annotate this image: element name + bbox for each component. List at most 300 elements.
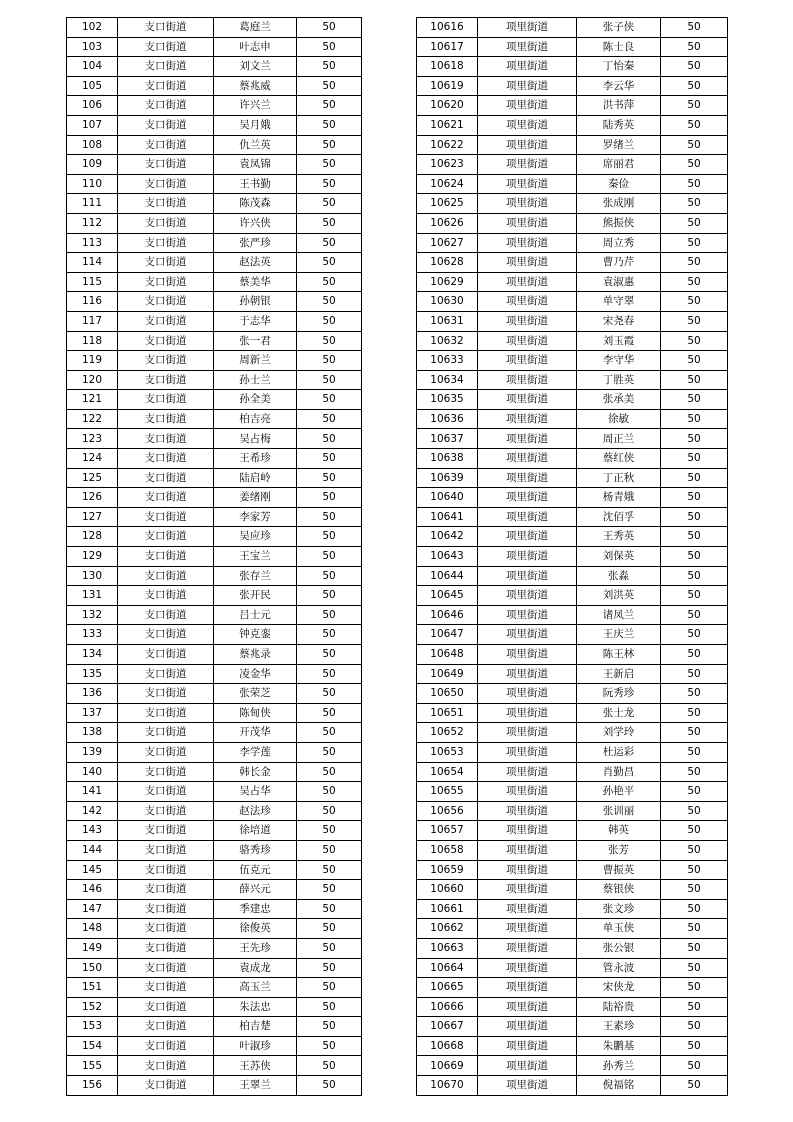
amount-cell: 50 (661, 840, 728, 860)
table-row (417, 821, 728, 841)
row-number-cell: 103 (67, 37, 118, 57)
row-number-cell: 149 (67, 938, 118, 958)
table-row (417, 311, 728, 331)
row-number-cell: 150 (67, 958, 118, 978)
street-name-cell: 项里街道 (478, 449, 577, 469)
amount-cell: 50 (661, 96, 728, 116)
person-name-cell: 蔡银侠 (577, 880, 661, 900)
person-name-cell: 王庆兰 (577, 625, 661, 645)
table-row (417, 135, 728, 155)
amount-cell: 50 (297, 978, 362, 998)
row-number-cell: 129 (67, 547, 118, 567)
street-name-cell: 项里街道 (478, 253, 577, 273)
amount-cell: 50 (661, 821, 728, 841)
person-name-cell: 秦俭 (577, 174, 661, 194)
table-row (67, 96, 362, 116)
amount-cell: 50 (297, 919, 362, 939)
person-name-cell: 徐俊英 (214, 919, 297, 939)
amount-cell: 50 (297, 233, 362, 253)
amount-cell: 50 (297, 527, 362, 547)
row-number-cell: 10621 (417, 115, 478, 135)
street-name-cell: 支口街道 (118, 899, 214, 919)
street-name-cell: 项里街道 (478, 605, 577, 625)
amount-cell: 50 (661, 390, 728, 410)
person-name-cell: 张淼 (577, 566, 661, 586)
table-row (67, 213, 362, 233)
row-number-cell: 10635 (417, 390, 478, 410)
street-name-cell: 项里街道 (478, 938, 577, 958)
row-number-cell: 10660 (417, 880, 478, 900)
table-row (67, 782, 362, 802)
street-name-cell: 支口街道 (118, 331, 214, 351)
row-number-cell: 119 (67, 351, 118, 371)
amount-cell: 50 (661, 1076, 728, 1096)
amount-cell: 50 (297, 76, 362, 96)
street-name-cell: 项里街道 (478, 997, 577, 1017)
table-row (417, 938, 728, 958)
person-name-cell: 张公银 (577, 938, 661, 958)
amount-cell: 50 (297, 331, 362, 351)
row-number-cell: 112 (67, 213, 118, 233)
amount-cell: 50 (297, 18, 362, 38)
amount-cell: 50 (297, 155, 362, 175)
row-number-cell: 107 (67, 115, 118, 135)
table-row (417, 272, 728, 292)
table-row (417, 703, 728, 723)
table-row (67, 155, 362, 175)
street-name-cell: 支口街道 (118, 723, 214, 743)
amount-cell: 50 (297, 782, 362, 802)
street-name-cell: 项里街道 (478, 880, 577, 900)
table-row (67, 351, 362, 371)
person-name-cell: 杜运彩 (577, 742, 661, 762)
street-name-cell: 支口街道 (118, 1056, 214, 1076)
person-name-cell: 罗绪兰 (577, 135, 661, 155)
table-row (417, 1036, 728, 1056)
amount-cell: 50 (661, 605, 728, 625)
person-name-cell: 蔡兆威 (214, 76, 297, 96)
table-row (67, 233, 362, 253)
person-name-cell: 许兴兰 (214, 96, 297, 116)
person-name-cell: 凌金华 (214, 664, 297, 684)
row-number-cell: 143 (67, 821, 118, 841)
table-row (67, 115, 362, 135)
row-number-cell: 10633 (417, 351, 478, 371)
street-name-cell: 支口街道 (118, 605, 214, 625)
table-row (67, 449, 362, 469)
street-name-cell: 项里街道 (478, 488, 577, 508)
row-number-cell: 10627 (417, 233, 478, 253)
person-name-cell: 熊振侠 (577, 213, 661, 233)
row-number-cell: 134 (67, 645, 118, 665)
table-row (417, 684, 728, 704)
table-row (67, 507, 362, 527)
street-name-cell: 支口街道 (118, 174, 214, 194)
row-number-cell: 10654 (417, 762, 478, 782)
amount-cell: 50 (661, 213, 728, 233)
table-row (417, 429, 728, 449)
row-number-cell: 10655 (417, 782, 478, 802)
table-row (417, 958, 728, 978)
street-name-cell: 支口街道 (118, 684, 214, 704)
amount-cell: 50 (297, 586, 362, 606)
person-name-cell: 周正兰 (577, 429, 661, 449)
street-name-cell: 支口街道 (118, 1017, 214, 1037)
amount-cell: 50 (661, 233, 728, 253)
street-name-cell: 支口街道 (118, 115, 214, 135)
row-number-cell: 10631 (417, 311, 478, 331)
person-name-cell: 伍克元 (214, 860, 297, 880)
amount-cell: 50 (661, 625, 728, 645)
table-row (417, 253, 728, 273)
amount-cell: 50 (661, 742, 728, 762)
table-row (417, 390, 728, 410)
person-name-cell: 王翠兰 (214, 1076, 297, 1096)
street-name-cell: 支口街道 (118, 155, 214, 175)
amount-cell: 50 (661, 958, 728, 978)
amount-cell: 50 (297, 1056, 362, 1076)
street-name-cell: 支口街道 (118, 194, 214, 214)
street-name-cell: 项里街道 (478, 37, 577, 57)
table-row (67, 742, 362, 762)
person-name-cell: 李家芳 (214, 507, 297, 527)
person-name-cell: 孙朝银 (214, 292, 297, 312)
street-name-cell: 支口街道 (118, 880, 214, 900)
street-name-cell: 项里街道 (478, 18, 577, 38)
table-row (67, 645, 362, 665)
row-number-cell: 10622 (417, 135, 478, 155)
person-name-cell: 骆秀珍 (214, 840, 297, 860)
person-name-cell: 单玉侠 (577, 919, 661, 939)
amount-cell: 50 (297, 801, 362, 821)
table-row (417, 96, 728, 116)
street-name-cell: 项里街道 (478, 645, 577, 665)
table-row (67, 821, 362, 841)
amount-cell: 50 (297, 664, 362, 684)
row-number-cell: 147 (67, 899, 118, 919)
street-name-cell: 支口街道 (118, 488, 214, 508)
amount-cell: 50 (297, 174, 362, 194)
person-name-cell: 王希珍 (214, 449, 297, 469)
street-name-cell: 项里街道 (478, 429, 577, 449)
amount-cell: 50 (661, 860, 728, 880)
row-number-cell: 10662 (417, 919, 478, 939)
row-number-cell: 122 (67, 409, 118, 429)
street-name-cell: 项里街道 (478, 547, 577, 567)
table-row (67, 762, 362, 782)
person-name-cell: 张成刚 (577, 194, 661, 214)
table-row (67, 840, 362, 860)
street-name-cell: 支口街道 (118, 625, 214, 645)
person-name-cell: 韩英 (577, 821, 661, 841)
street-name-cell: 项里街道 (478, 566, 577, 586)
row-number-cell: 123 (67, 429, 118, 449)
row-number-cell: 124 (67, 449, 118, 469)
table-row (67, 253, 362, 273)
amount-cell: 50 (661, 292, 728, 312)
street-name-cell: 项里街道 (478, 115, 577, 135)
street-name-cell: 支口街道 (118, 840, 214, 860)
row-number-cell: 10642 (417, 527, 478, 547)
table-row (417, 1017, 728, 1037)
person-name-cell: 周立秀 (577, 233, 661, 253)
table-row (67, 899, 362, 919)
row-number-cell: 106 (67, 96, 118, 116)
table-row (67, 311, 362, 331)
row-number-cell: 148 (67, 919, 118, 939)
table-row (67, 586, 362, 606)
person-name-cell: 陆裕贵 (577, 997, 661, 1017)
table-row (67, 801, 362, 821)
street-name-cell: 项里街道 (478, 409, 577, 429)
table-row (67, 135, 362, 155)
row-number-cell: 118 (67, 331, 118, 351)
person-name-cell: 单守翠 (577, 292, 661, 312)
person-name-cell: 许兴侠 (214, 213, 297, 233)
table-row (417, 76, 728, 96)
row-number-cell: 10632 (417, 331, 478, 351)
table-row (67, 527, 362, 547)
amount-cell: 50 (297, 703, 362, 723)
row-number-cell: 10670 (417, 1076, 478, 1096)
table-row (417, 488, 728, 508)
person-name-cell: 刘洪英 (577, 586, 661, 606)
amount-cell: 50 (661, 527, 728, 547)
street-name-cell: 项里街道 (478, 1036, 577, 1056)
street-name-cell: 项里街道 (478, 194, 577, 214)
row-number-cell: 137 (67, 703, 118, 723)
row-number-cell: 10634 (417, 370, 478, 390)
person-name-cell: 肖勤昌 (577, 762, 661, 782)
street-name-cell: 支口街道 (118, 37, 214, 57)
row-number-cell: 10623 (417, 155, 478, 175)
street-name-cell: 支口街道 (118, 547, 214, 567)
street-name-cell: 支口街道 (118, 57, 214, 77)
table-row (67, 37, 362, 57)
table-row (417, 762, 728, 782)
street-name-cell: 支口街道 (118, 586, 214, 606)
street-name-cell: 支口街道 (118, 958, 214, 978)
person-name-cell: 蔡美华 (214, 272, 297, 292)
table-row (417, 155, 728, 175)
amount-cell: 50 (297, 1017, 362, 1037)
street-name-cell: 项里街道 (478, 586, 577, 606)
amount-cell: 50 (661, 449, 728, 469)
row-number-cell: 108 (67, 135, 118, 155)
table-row (417, 860, 728, 880)
table-row (67, 370, 362, 390)
amount-cell: 50 (297, 566, 362, 586)
table-row (67, 605, 362, 625)
street-name-cell: 项里街道 (478, 801, 577, 821)
person-name-cell: 高玉兰 (214, 978, 297, 998)
street-name-cell: 项里街道 (478, 390, 577, 410)
street-name-cell: 项里街道 (478, 174, 577, 194)
person-name-cell: 姜绪刚 (214, 488, 297, 508)
person-name-cell: 吴月娥 (214, 115, 297, 135)
street-name-cell: 支口街道 (118, 292, 214, 312)
person-name-cell: 陆秀英 (577, 115, 661, 135)
table-row (67, 1056, 362, 1076)
row-number-cell: 10641 (417, 507, 478, 527)
row-number-cell: 10619 (417, 76, 478, 96)
person-name-cell: 倪福铭 (577, 1076, 661, 1096)
person-name-cell: 葛庭兰 (214, 18, 297, 38)
street-name-cell: 项里街道 (478, 135, 577, 155)
table-row (67, 292, 362, 312)
street-name-cell: 项里街道 (478, 978, 577, 998)
street-name-cell: 项里街道 (478, 351, 577, 371)
amount-cell: 50 (297, 880, 362, 900)
table-row (417, 57, 728, 77)
street-name-cell: 项里街道 (478, 684, 577, 704)
street-name-cell: 支口街道 (118, 782, 214, 802)
table-row (417, 782, 728, 802)
amount-cell: 50 (661, 566, 728, 586)
row-number-cell: 121 (67, 390, 118, 410)
table-row (67, 703, 362, 723)
row-number-cell: 126 (67, 488, 118, 508)
table-row (417, 919, 728, 939)
row-number-cell: 10636 (417, 409, 478, 429)
amount-cell: 50 (297, 547, 362, 567)
street-name-cell: 项里街道 (478, 958, 577, 978)
table-row (67, 1076, 362, 1096)
amount-cell: 50 (297, 351, 362, 371)
street-name-cell: 支口街道 (118, 664, 214, 684)
table-row (417, 566, 728, 586)
street-name-cell: 支口街道 (118, 409, 214, 429)
row-number-cell: 117 (67, 311, 118, 331)
street-name-cell: 支口街道 (118, 507, 214, 527)
person-name-cell: 丁怡秦 (577, 57, 661, 77)
person-name-cell: 曹乃芹 (577, 253, 661, 273)
person-name-cell: 蔡红侠 (577, 449, 661, 469)
row-number-cell: 10669 (417, 1056, 478, 1076)
person-name-cell: 朱鹏基 (577, 1036, 661, 1056)
amount-cell: 50 (661, 899, 728, 919)
amount-cell: 50 (297, 409, 362, 429)
person-name-cell: 王先珍 (214, 938, 297, 958)
street-name-cell: 项里街道 (478, 233, 577, 253)
street-name-cell: 项里街道 (478, 821, 577, 841)
amount-cell: 50 (661, 507, 728, 527)
street-name-cell: 项里街道 (478, 1056, 577, 1076)
person-name-cell: 张一君 (214, 331, 297, 351)
table-row (417, 292, 728, 312)
row-number-cell: 152 (67, 997, 118, 1017)
person-name-cell: 宋尧春 (577, 311, 661, 331)
amount-cell: 50 (661, 272, 728, 292)
row-number-cell: 10647 (417, 625, 478, 645)
street-name-cell: 项里街道 (478, 1017, 577, 1037)
street-name-cell: 支口街道 (118, 76, 214, 96)
amount-cell: 50 (661, 645, 728, 665)
person-name-cell: 丁胜英 (577, 370, 661, 390)
amount-cell: 50 (297, 488, 362, 508)
amount-cell: 50 (661, 880, 728, 900)
amount-cell: 50 (661, 370, 728, 390)
street-name-cell: 项里街道 (478, 723, 577, 743)
row-number-cell: 116 (67, 292, 118, 312)
person-name-cell: 陈士良 (577, 37, 661, 57)
row-number-cell: 10658 (417, 840, 478, 860)
row-number-cell: 10661 (417, 899, 478, 919)
street-name-cell: 支口街道 (118, 1076, 214, 1096)
street-name-cell: 支口街道 (118, 311, 214, 331)
table-row (417, 331, 728, 351)
person-name-cell: 韩长金 (214, 762, 297, 782)
amount-cell: 50 (661, 703, 728, 723)
street-name-cell: 支口街道 (118, 468, 214, 488)
row-number-cell: 139 (67, 742, 118, 762)
amount-cell: 50 (297, 821, 362, 841)
person-name-cell: 周新兰 (214, 351, 297, 371)
amount-cell: 50 (661, 37, 728, 57)
row-number-cell: 141 (67, 782, 118, 802)
amount-cell: 50 (661, 1017, 728, 1037)
amount-cell: 50 (661, 684, 728, 704)
person-name-cell: 柏吉楚 (214, 1017, 297, 1037)
row-number-cell: 10650 (417, 684, 478, 704)
amount-cell: 50 (661, 1056, 728, 1076)
table-row (417, 213, 728, 233)
amount-cell: 50 (297, 429, 362, 449)
street-name-cell: 支口街道 (118, 96, 214, 116)
table-row (417, 723, 728, 743)
amount-cell: 50 (297, 292, 362, 312)
table-row (417, 840, 728, 860)
row-number-cell: 10617 (417, 37, 478, 57)
person-name-cell: 王宝兰 (214, 547, 297, 567)
street-name-cell: 项里街道 (478, 96, 577, 116)
amount-cell: 50 (297, 468, 362, 488)
row-number-cell: 10620 (417, 96, 478, 116)
table-row (417, 605, 728, 625)
person-name-cell: 张荣芝 (214, 684, 297, 704)
row-number-cell: 10648 (417, 645, 478, 665)
amount-cell: 50 (661, 762, 728, 782)
table-row (67, 978, 362, 998)
person-name-cell: 开茂华 (214, 723, 297, 743)
row-number-cell: 10644 (417, 566, 478, 586)
amount-cell: 50 (661, 978, 728, 998)
row-number-cell: 120 (67, 370, 118, 390)
street-name-cell: 支口街道 (118, 703, 214, 723)
person-name-cell: 蔡兆录 (214, 645, 297, 665)
table-row (67, 547, 362, 567)
row-number-cell: 145 (67, 860, 118, 880)
amount-cell: 50 (661, 429, 728, 449)
person-name-cell: 宋侠龙 (577, 978, 661, 998)
row-number-cell: 154 (67, 1036, 118, 1056)
person-name-cell: 曹振英 (577, 860, 661, 880)
street-name-cell: 项里街道 (478, 625, 577, 645)
street-name-cell: 项里街道 (478, 213, 577, 233)
street-name-cell: 支口街道 (118, 742, 214, 762)
row-number-cell: 127 (67, 507, 118, 527)
row-number-cell: 10659 (417, 860, 478, 880)
table-row (67, 409, 362, 429)
person-name-cell: 张训丽 (577, 801, 661, 821)
amount-cell: 50 (661, 919, 728, 939)
table-row (417, 233, 728, 253)
street-name-cell: 项里街道 (478, 370, 577, 390)
person-name-cell: 薛兴元 (214, 880, 297, 900)
table-row (417, 997, 728, 1017)
row-number-cell: 10637 (417, 429, 478, 449)
amount-cell: 50 (661, 351, 728, 371)
